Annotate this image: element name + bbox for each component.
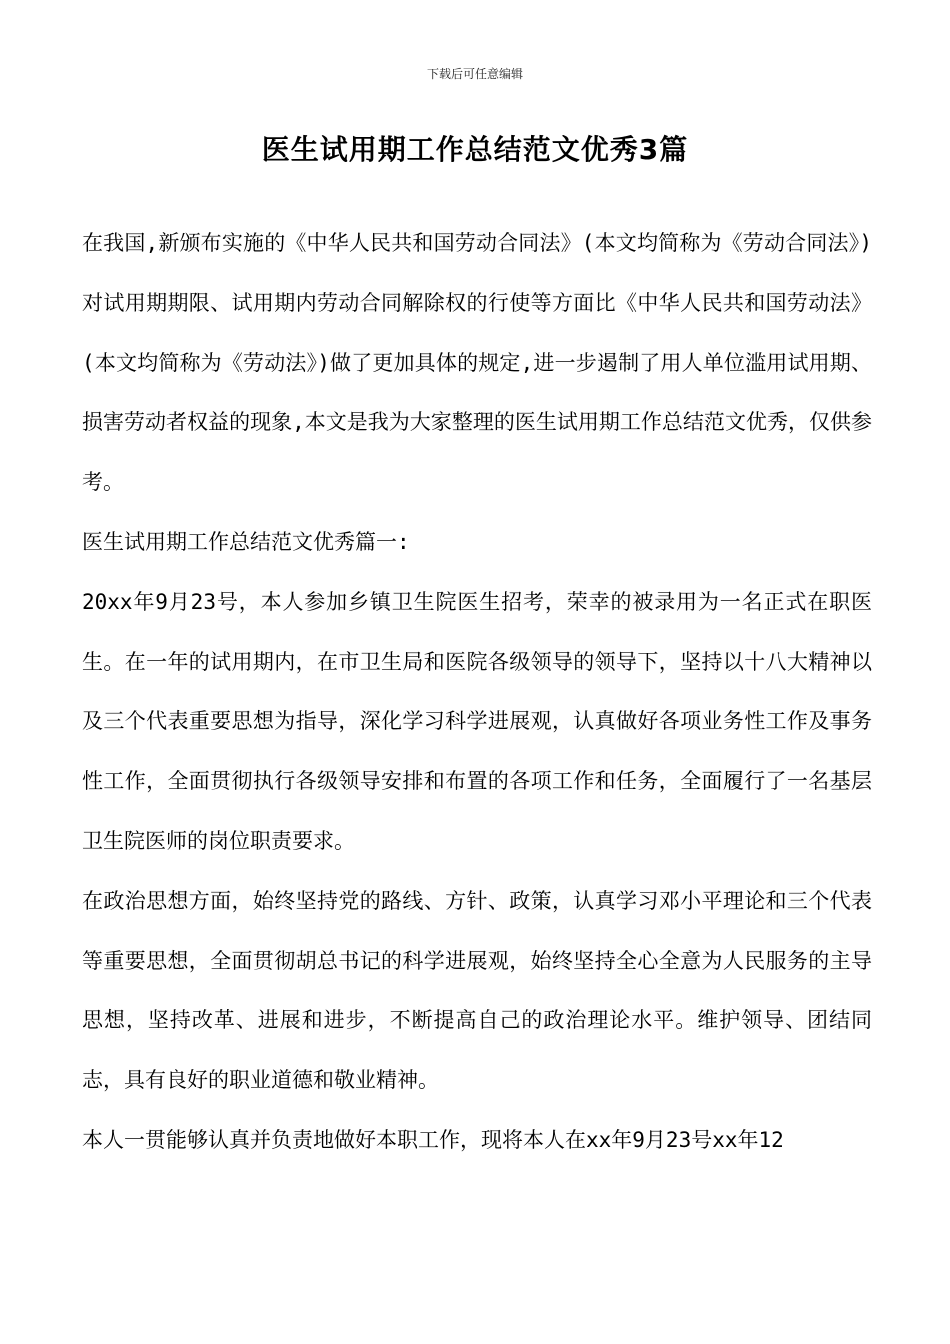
- paragraph-2: 在政治思想方面，始终坚持党的路线、方针、政策，认真学习邓小平理论和三个代表等重要思想，全面贯彻胡总书记的科学进展观，始终坚持全心全意为人民服务的主导思想，坚持改革、进展和进步，不断提高自己的政治理论水平。维护领导、团结同志，具有良好的职业道德和敬业精神。: [82, 888, 872, 1093]
- document-body: [82, 214, 872, 1171]
- header-note: 下载后可任意编辑: [426, 67, 523, 81]
- section-heading: 医生试用期工作总结范文优秀篇一:: [82, 529, 410, 554]
- paragraph-3: 本人一贯能够认真并负责地做好本职工作，现将本人在xx年9月23号xx年12: [82, 1127, 784, 1152]
- paragraph-1: 20xx年9月23号，本人参加乡镇卫生院医生招考，荣幸的被录用为一名正式在职医生。在一年的试用期内，在市卫生局和医院各级领导的领导下，坚持以十八大精神以及三个代表重要思想为指导，深化学习科学进展观，认真做好各项业务性工作及事务性工作，全面贯彻执行各级领导安排和布置的各项工作和任务，全面履行了一名基层卫生院医师的岗位职责要求。: [82, 589, 872, 853]
- page-title: 医生试用期工作总结范文优秀3篇: [261, 133, 689, 166]
- paragraph-intro: 在我国,新颁布实施的《中华人民共和国劳动合同法》(本文均简称为《劳动合同法》)对试用期期限、试用期内劳动合同解除权的行使等方面比《中华人民共和国劳动法》(本文均简称为《劳动法》)做了更加具体的规定,进一步遏制了用人单位滥用试用期、损害劳动者权益的现象,本文是我为大家整理的医生试用期工作总结范文优秀，仅供参考。: [82, 231, 872, 495]
